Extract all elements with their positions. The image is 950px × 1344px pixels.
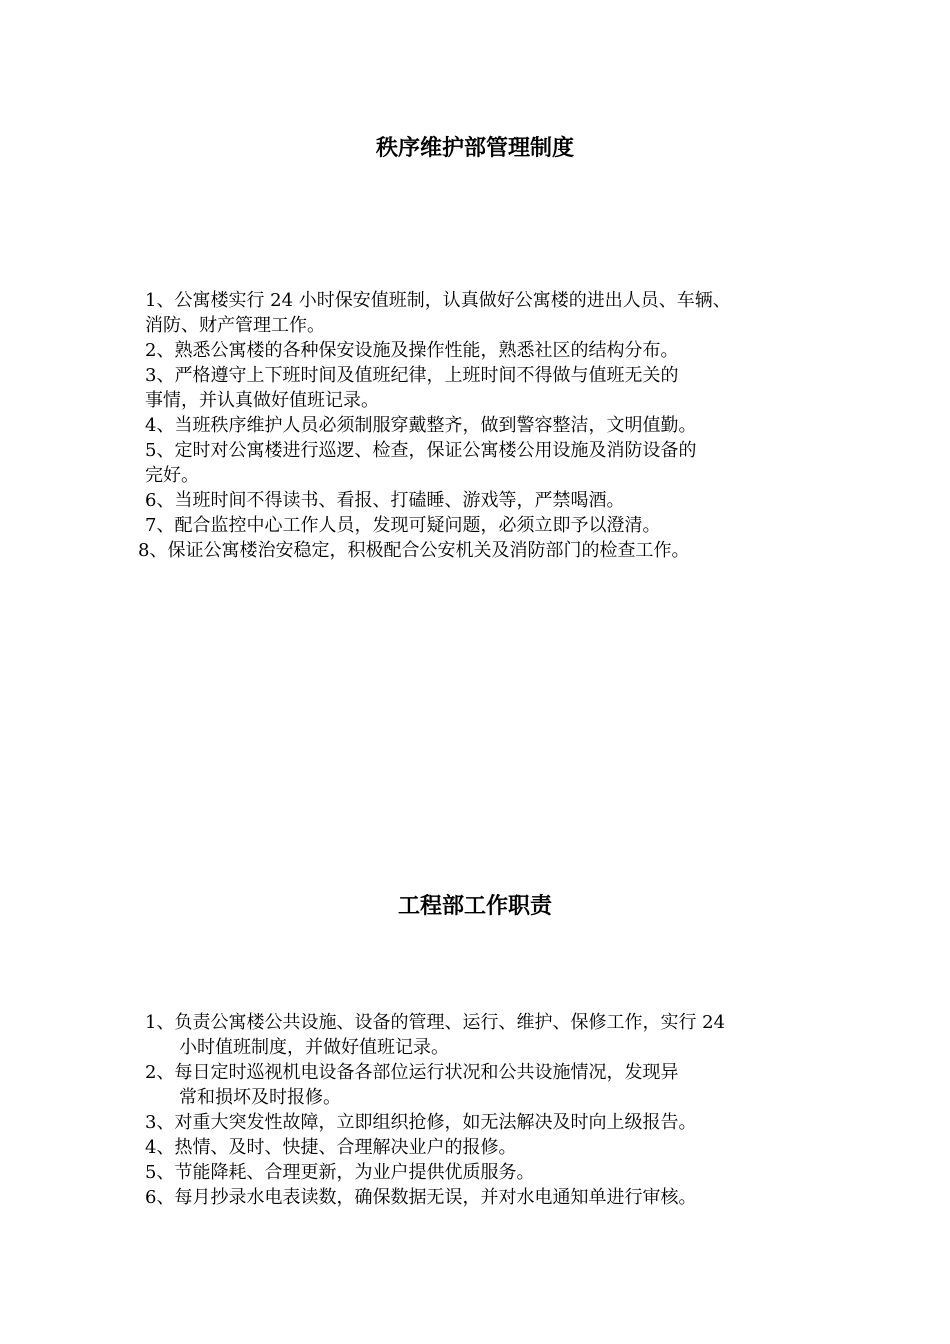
security-rules-list xyxy=(0,288,950,563)
item-line: 事情，并认真做好值班记录。 xyxy=(145,390,379,411)
item-line: 3、对重大突发性故障，立即组织抢修，如无法解决及时向上级报告。 xyxy=(145,1112,697,1133)
list-item xyxy=(0,1060,950,1110)
list-item xyxy=(0,513,950,538)
item-line: 4、热情、及时、快捷、合理解决业户的报修。 xyxy=(145,1137,517,1158)
item-line: 8、保证公寓楼治安稳定，积极配合公安机关及消防部门的检查工作。 xyxy=(138,540,690,561)
section-title-security: 秩序维护部管理制度 xyxy=(375,136,574,161)
item-line: 完好。 xyxy=(145,465,199,486)
item-line: 2、每日定时巡视机电设备各部位运行状况和公共设施情况，发现异 xyxy=(145,1062,679,1083)
list-item xyxy=(0,1135,950,1160)
engineering-duties-list xyxy=(0,1010,950,1210)
item-line: 7、配合监控中心工作人员，发现可疑问题，必须立即予以澄清。 xyxy=(145,515,661,536)
list-item xyxy=(0,363,950,413)
list-item xyxy=(0,338,950,363)
item-line: 3、严格遵守上下班时间及值班纪律，上班时间不得做与值班无关的 xyxy=(145,365,679,386)
item-line: 6、当班时间不得读书、看报、打磕睡、游戏等，严禁喝酒。 xyxy=(145,490,625,511)
item-line: 消防、财产管理工作。 xyxy=(145,315,325,336)
item-line: 1、负责公寓楼公共设施、设备的管理、运行、维护、保修工作，实行 24 xyxy=(145,1012,726,1033)
list-item xyxy=(0,1010,950,1060)
item-line: 1、公寓楼实行 24 小时保安值班制，认真做好公寓楼的进出人员、车辆、 xyxy=(145,290,731,311)
list-item xyxy=(0,1110,950,1135)
list-item xyxy=(0,538,950,563)
item-line: 2、熟悉公寓楼的各种保安设施及操作性能，熟悉社区的结构分布。 xyxy=(145,340,679,361)
section-title-engineering: 工程部工作职责 xyxy=(397,894,552,919)
list-item xyxy=(0,413,950,438)
list-item xyxy=(0,438,950,488)
item-line: 5、节能降耗、合理更新，为业户提供优质服务。 xyxy=(145,1162,535,1183)
item-line: 小时值班制度，并做好值班记录。 xyxy=(179,1037,449,1058)
list-item xyxy=(0,488,950,513)
item-line: 4、当班秩序维护人员必须制服穿戴整齐，做到警容整洁，文明值勤。 xyxy=(145,415,697,436)
item-line: 6、每月抄录水电表读数，确保数据无误，并对水电通知单进行审核。 xyxy=(145,1187,697,1208)
list-item xyxy=(0,1185,950,1210)
item-line: 5、定时对公寓楼进行巡逻、检查，保证公寓楼公用设施及消防设备的 xyxy=(145,440,697,461)
item-line: 常和损坏及时报修。 xyxy=(179,1087,341,1108)
list-item xyxy=(0,288,950,338)
list-item xyxy=(0,1160,950,1185)
